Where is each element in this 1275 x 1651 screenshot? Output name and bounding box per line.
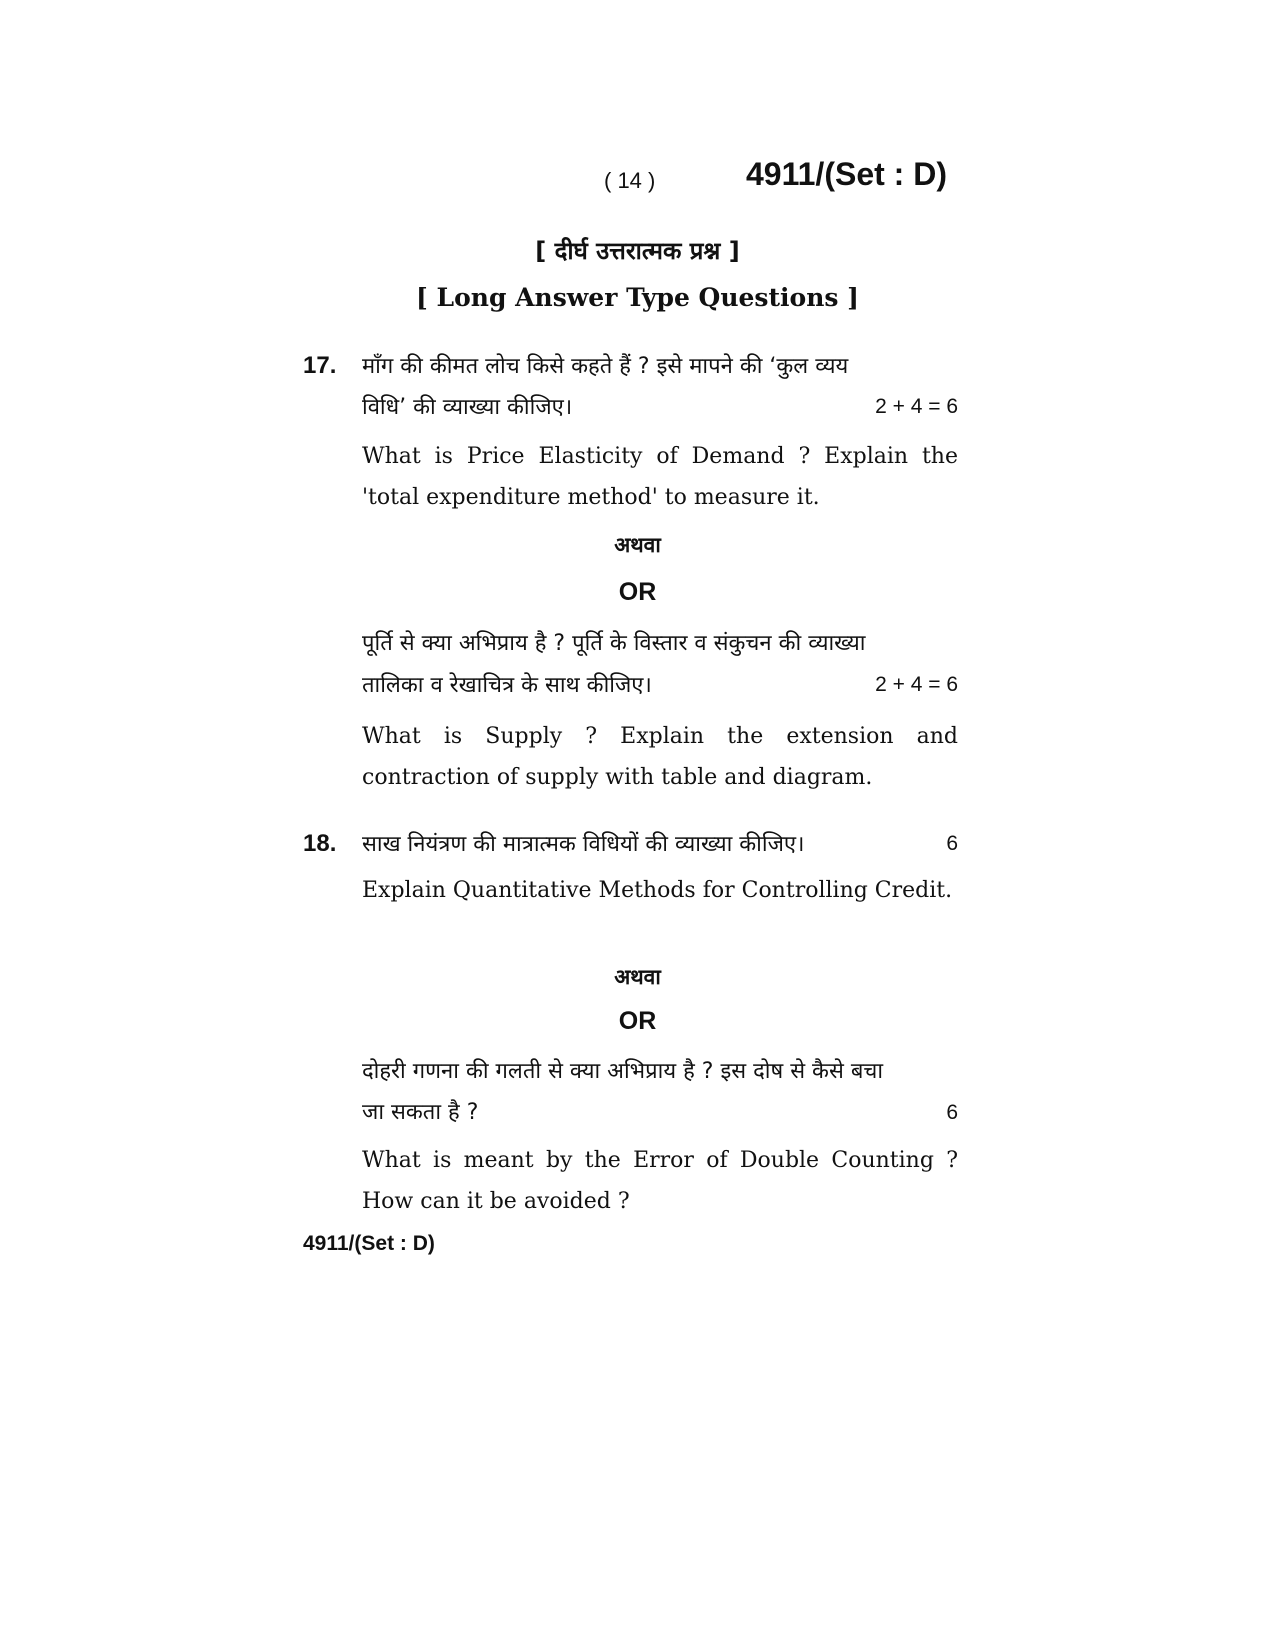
alternative-hindi-line-2: जा सकता है ? [362, 1100, 479, 1125]
or-label-english: OR [618, 1007, 657, 1035]
question-marks: 6 [946, 832, 958, 855]
alternative-hindi-line-1: दोहरी गणना की गलती से क्या अभिप्राय है ? इस दोष से कैसे बचा [362, 1059, 884, 1084]
or-label-hindi: अथवा [614, 533, 661, 557]
alternative-english-text: What is meant by the Error of Double Counting ? How can it be avoided ? [362, 1148, 958, 1214]
alternative-marks: 2 + 4 = 6 [875, 673, 958, 696]
set-code-footer: 4911/(Set : D) [303, 1232, 435, 1255]
alternative-hindi-line-1: पूर्ति से क्या अभिप्राय है ? पूर्ति के विस्तार व संकुचन की व्याख्या [362, 631, 866, 656]
page-number: ( 14 ) [604, 168, 656, 193]
question-english-text: What is Price Elasticity of Demand ? Explain the 'total expenditure method' to measure it. [362, 444, 958, 510]
question-hindi-line-2: विधि’ की व्याख्या कीजिए। [362, 395, 573, 420]
alternative-marks: 6 [946, 1101, 958, 1124]
question-hindi-line-1: साख नियंत्रण की मात्रात्मक विधियों की व्याख्या कीजिए। [362, 832, 805, 857]
or-label-english: OR [618, 578, 657, 606]
section-heading-english: [ Long Answer Type Questions ] [415, 283, 859, 312]
section-heading-hindi: [ दीर्घ उत्तरात्मक प्रश्न ] [535, 237, 740, 265]
question-hindi-line-1: माँग की कीमत लोच किसे कहते हैं ? इसे मापने की ‘कुल व्यय [362, 354, 849, 379]
set-code-header: 4911/(Set : D) [746, 156, 947, 192]
question-english-text: Explain Quantitative Methods for Controlling Credit. [362, 878, 953, 903]
question-marks: 2 + 4 = 6 [875, 395, 958, 418]
alternative-hindi-line-2: तालिका व रेखाचित्र के साथ कीजिए। [362, 673, 652, 698]
alternative-english-text: What is Supply ? Explain the extension and contraction of supply with table and diagram. [362, 724, 958, 790]
question-number: 18. [303, 830, 337, 857]
or-label-hindi: अथवा [614, 965, 661, 989]
question-number: 17. [303, 352, 337, 379]
